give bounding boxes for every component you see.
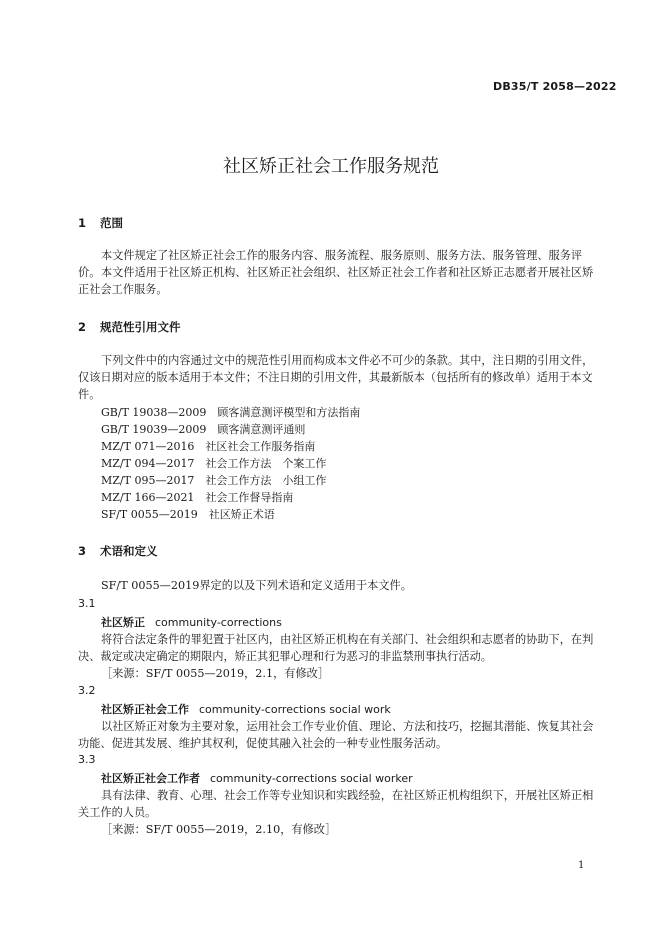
section-number: 2 (78, 320, 87, 334)
section-title: 范围 (100, 216, 123, 230)
term-number: 3.1 (78, 597, 96, 610)
reference-item (101, 506, 275, 523)
term-name-en: community-corrections social work (199, 703, 391, 716)
term-name-zh: 社区矫正社会工作者 (101, 772, 200, 785)
reference-name: 社区矫正术语 (208, 508, 275, 521)
term-name-en: community-corrections social worker (210, 772, 413, 785)
reference-code: SF/T 0055—2019 (101, 508, 198, 521)
reference-code: MZ/T 095—2017 (101, 474, 195, 487)
reference-item (101, 489, 293, 506)
term-name-en: community-corrections (155, 616, 282, 629)
term-number: 3.2 (78, 684, 96, 697)
reference-name: 顾客满意测评模型和方法指南 (217, 406, 361, 419)
term-name-zh: 社区矫正 (101, 616, 145, 629)
term-heading (101, 770, 413, 786)
reference-code: GB/T 19039—2009 (101, 423, 207, 436)
reference-code: MZ/T 166—2021 (101, 491, 195, 504)
reference-item (101, 404, 360, 421)
reference-name: 社会工作方法 个案工作 (205, 457, 327, 470)
term-heading (101, 614, 282, 630)
section-3-intro: SF/T 0055—2019界定的以及下列术语和定义适用于本文件。 (101, 579, 412, 592)
term-source: ［来源：SF/T 0055—2019，2.1，有修改］ (101, 667, 330, 680)
section-title: 规范性引用文件 (100, 320, 181, 334)
reference-name: 顾客满意测评通则 (217, 423, 306, 436)
section-2-intro: 下列文件中的内容通过文中的规范性引用而构成本文件必不可少的条款。其中，注日期的引用文件，仅该日期对应的版本适用于本文件；不注日期的引用文件，其最新版本（包括所有的修改单）适用于本文件。 (78, 354, 594, 401)
reference-item (101, 421, 305, 438)
reference-name: 社会工作方法 小组工作 (205, 474, 327, 487)
section-1-paragraph: 本文件规定了社区矫正社会工作的服务内容、服务流程、服务原则、服务方法、服务管理、服务评价。 (78, 249, 583, 279)
term-definition: 以社区矫正对象为主要对象，运用社会工作专业价值、理论、方法和技巧，挖掘其潜能、恢复其社会功能、促进其发展、维护其权利，促使其融入社会的一种专业性服务活动。 (78, 720, 594, 750)
reference-item (101, 472, 326, 489)
term-definition: 具有法律、教育、心理、社会工作等专业知识和实践经验，在社区矫正机构组织下，开展社区矫正相关工作的人员。 (78, 789, 594, 819)
reference-code: MZ/T 094—2017 (101, 457, 195, 470)
section-1-paragraph: 本文件适用于社区矫正机构、社区矫正社会组织、社区矫正社会工作者和社区矫正志愿者开展社区矫正社会工作服务。 (78, 266, 594, 296)
reference-name: 社区社会工作服务指南 (205, 440, 316, 453)
section-2-heading (78, 319, 181, 335)
section-title: 术语和定义 (100, 544, 158, 558)
section-1-heading (78, 215, 123, 231)
term-source: ［来源：SF/T 0055—2019，2.10，有修改］ (101, 823, 337, 836)
reference-code: MZ/T 071—2016 (101, 440, 195, 453)
term-name-zh: 社区矫正社会工作 (101, 703, 189, 716)
standard-code: DB35/T 2058—2022 (493, 80, 617, 93)
reference-item (101, 438, 315, 455)
document-title: 社区矫正社会工作服务规范 (223, 156, 439, 177)
term-heading (101, 701, 391, 717)
section-3-heading (78, 543, 158, 559)
section-number: 1 (78, 216, 87, 230)
page-number: 1 (578, 860, 585, 871)
section-number: 3 (78, 544, 87, 558)
reference-item (101, 455, 326, 472)
reference-code: GB/T 19038—2009 (101, 406, 207, 419)
term-number: 3.3 (78, 753, 96, 766)
reference-name: 社会工作督导指南 (205, 491, 294, 504)
term-definition: 将符合法定条件的罪犯置于社区内，由社区矫正机构在有关部门、社会组织和志愿者的协助下，在判决、裁定或决定确定的期限内，矫正其犯罪心理和行为恶习的非监禁刑事执行活动。 (78, 633, 594, 663)
